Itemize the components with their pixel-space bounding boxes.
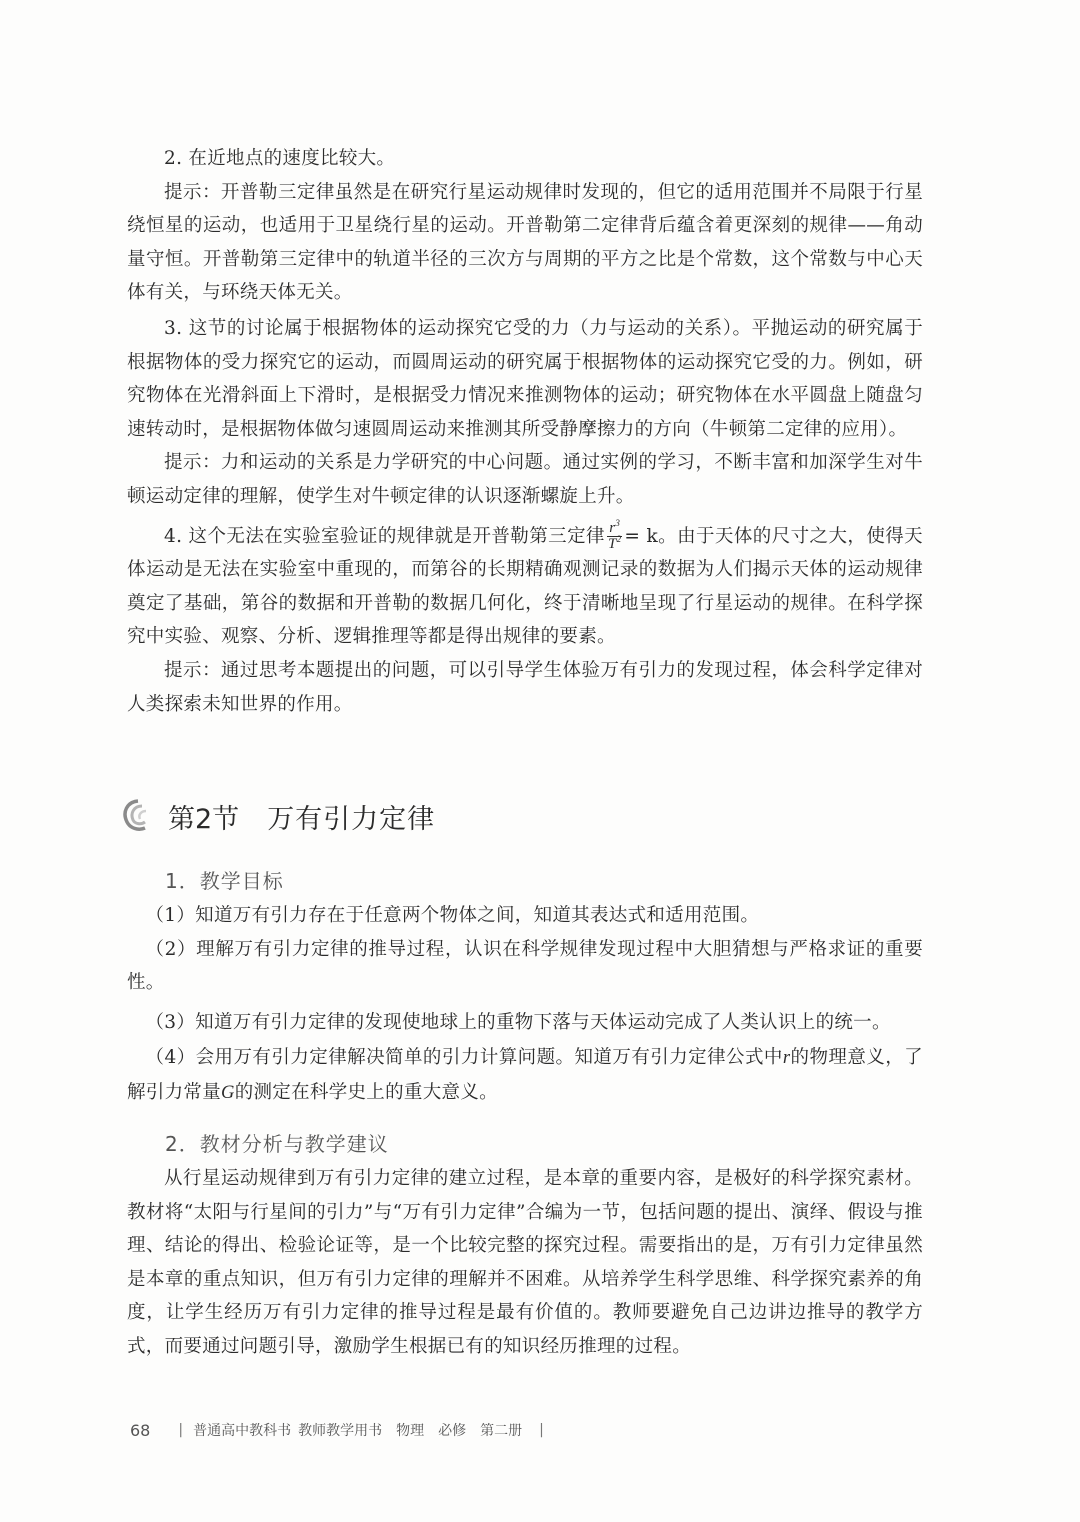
goal-item: （1）知道万有引力存在于任意两个物体之间，知道其表达式和适用范围。 [145,905,760,926]
answer-2: 2. 在近地点的速度比较大。 [164,148,396,169]
answer-4-rest: = k。由于天体的尺寸之大，使得天体运动是无法在实验室中重现的，而第谷的长期精确观测记录的数据为人们揭示天体的运动规律奠定了基础，第谷的数据和开普勒的数据几何化，终于清晰地呈现了行星运动的规律。在科学探究中实验、观察、分析、逻辑推理等都是得出规律的要素。 [127,525,923,648]
section-title-text: 万有引力定律 [267,803,436,835]
page-footer: 68 | 普通高中教科书 教师教学用书 物理 必修 第二册 | [130,1420,544,1440]
analysis-text: 从行星运动规律到万有引力定律的建立过程，是本章的重要内容，是极好的科学探究素材。教材将“太阳与行星间的引力”与“万有引力定律”合编为一节，包括问题的提出、演绎、假设与推理、结论的得出、检验论证等，是一个比较完整的探究过程。需要指出的是，万有引力定律虽然是本章的重点知识，但万有引力定律的理解并不困难。从培养学生科学思维、科学探究素养的角度，让学生经历万有引力定律的推导过程是最有价值的。教师要避免自己边讲边推导的教学方式，而要通过问题引导，激励学生根据已有的知识经历推理的过程。 [127,1168,923,1357]
footer-subject: 物理 [396,1423,425,1439]
footer-course-type: 必修 [438,1423,467,1439]
hint-4: 提示：通过思考本题提出的问题，可以引导学生体验万有引力的发现过程，体会科学定律对人类探索未知世界的作用。 [127,659,923,715]
section-number: 第2节 [168,803,240,835]
goal-item: （4）会用万有引力定律解决简单的引力计算问题。知道万有引力定律公式中r的物理意义，了解引力常量G的测定在科学史上的重大意义。 [127,1047,923,1103]
hint-3: 提示：力和运动的关系是力学研究的中心问题。通过实例的学习，不断丰富和加深学生对牛顿运动定律的理解，使学生对牛顿定律的认识逐渐螺旋上升。 [127,452,923,507]
section-heading [120,793,435,839]
footer-volume: 第二册 [480,1423,523,1439]
goal-item: （3）知道万有引力定律的发现使地球上的重物下落与天体运动完成了人类认识上的统一。 [145,1011,891,1033]
footer-book-type: 教师教学用书 [298,1423,383,1439]
kepler-third-law-formula [607,518,622,553]
top-content [127,142,923,721]
analysis-heading: 2．教材分析与教学建议 [165,1132,389,1156]
section-swirl-icon [120,798,156,834]
hint-2: 提示：开普勒三定律虽然是在研究行星运动规律时发现的，但它的适用范围并不局限于行星绕恒星的运动，也适用于卫星绕行星的运动。开普勒第二定律背后蕴含着更深刻的规律——角动量守恒。开普勒第三定律中的轨道半径的三次方与周期的平方之比是个常数，这个常数与中心天体有关，与环绕天体无关。 [127,181,923,304]
formula-numerator: $r^3$ [607,521,622,537]
goals-heading: 1．教学目标 [165,869,284,893]
page-number: 68 [130,1420,151,1440]
analysis-block [127,1126,923,1364]
answer-4 [127,520,923,654]
goals-block [127,863,923,1111]
answer-4-lead: 4. 这个无法在实验室验证的规律就是开普勒第三定律 [164,525,605,547]
formula-denominator: $T^2$ [607,534,622,553]
answer-3: 3. 这节的讨论属于根据物体的运动探究它受的力（力与运动的关系）。平抛运动的研究属于根据物体的受力探究它的运动，而圆周运动的研究属于根据物体的运动探究它受的力。例如，研究物体在光滑斜面上下滑时，是根据受力情况来推测物体的运动；研究物体在水平圆盘上随盘匀速转动时，是根据物体做匀速圆周运动来推测其所受静摩擦力的方向（牛顿第二定律的应用）。 [127,317,923,440]
goal-item: （2）理解万有引力定律的推导过程，认识在科学规律发现过程中大胆猜想与严格求证的重要性。 [127,938,923,994]
footer-book-title: 普通高中教科书 [193,1423,292,1439]
